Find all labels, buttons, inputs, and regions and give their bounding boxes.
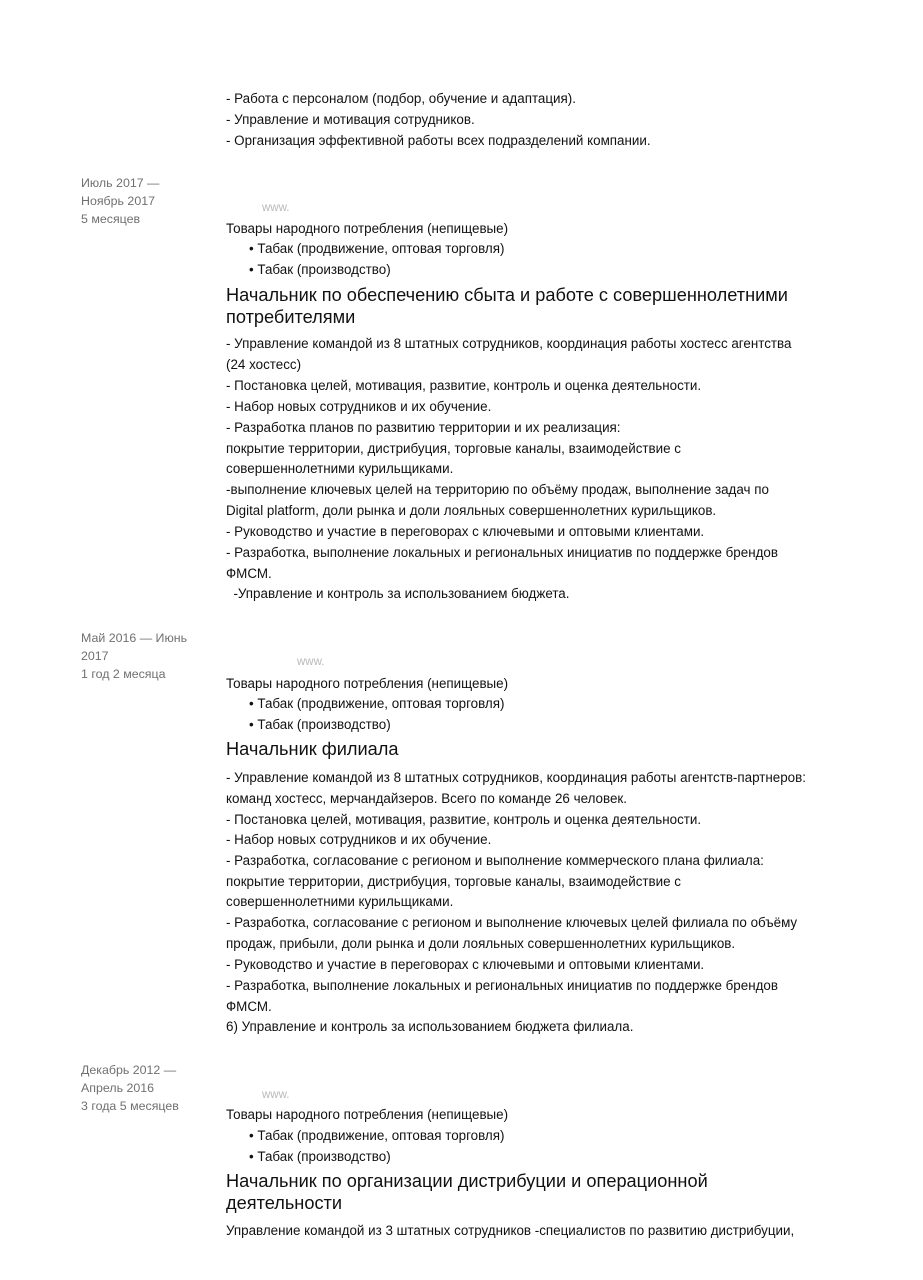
duty-line: - Управление командой из 8 штатных сотрудников, координация работы агентств-партнеров:	[226, 770, 806, 785]
job-title: Начальник по организации дистрибуции и операционной	[226, 1171, 708, 1191]
duty-line: покрытие территории, дистрибуция, торговые каналы, взаимодействие с	[226, 874, 682, 889]
company-website: www.	[262, 202, 290, 214]
company-website: www.	[262, 1089, 290, 1101]
duty-line: - Руководство и участие в переговорах с ключевыми и оптовыми клиентами.	[226, 524, 705, 539]
duty-line: продаж, прибыли, доли рынка и доли лояльных совершеннолетних курильщиков.	[226, 936, 736, 951]
duty-line: - Набор новых сотрудников и их обучение.	[226, 399, 492, 414]
duty-line: - Разработка, согласование с регионом и выполнение ключевых целей филиала по объёму	[226, 915, 798, 930]
industry-bullet: • Табак (производство)	[249, 262, 391, 277]
job-title: деятельности	[226, 1193, 343, 1213]
job-duration: 1 год 2 месяца	[81, 667, 166, 681]
job-period-start: Июль 2017 —	[81, 176, 160, 190]
job-industry: Товары народного потребления (непищевые)	[226, 1107, 509, 1122]
job-period-end: Апрель 2016	[81, 1081, 155, 1095]
job-period-end: 2017	[81, 649, 109, 663]
duty-line: - Управление и мотивация сотрудников.	[226, 112, 475, 127]
job-period-start: Декабрь 2012 —	[81, 1063, 177, 1077]
duty-line: -Управление и контроль за использованием бюджета.	[226, 586, 570, 601]
job-industry: Товары народного потребления (непищевые)	[226, 221, 509, 236]
duty-line: - Управление командой из 8 штатных сотрудников, координация работы хостесс агентства	[226, 336, 792, 351]
job-industry: Товары народного потребления (непищевые)	[226, 676, 509, 691]
duty-line: - Набор новых сотрудников и их обучение.	[226, 832, 492, 847]
industry-bullet: • Табак (продвижение, оптовая торговля)	[249, 1128, 505, 1143]
duty-line: - Разработка, согласование с регионом и выполнение коммерческого плана филиала:	[226, 853, 764, 868]
duty-line: ФМСМ.	[226, 999, 272, 1014]
duty-line: покрытие территории, дистрибуция, торговые каналы, взаимодействие с	[226, 441, 682, 456]
company-website: www.	[297, 656, 325, 668]
duty-line: - Разработка, выполнение локальных и региональных инициатив по поддержке брендов	[226, 545, 778, 560]
duty-line: (24 хостесс)	[226, 357, 302, 372]
duty-line: - Разработка планов по развитию территории и их реализация:	[226, 420, 621, 435]
duty-line: -выполнение ключевых целей на территорию по объёму продаж, выполнение задач по	[226, 482, 769, 497]
industry-bullet: • Табак (продвижение, оптовая торговля)	[249, 696, 505, 711]
duty-line: - Постановка целей, мотивация, развитие, контроль и оценка деятельности.	[226, 378, 702, 393]
industry-bullet: • Табак (производство)	[249, 717, 391, 732]
duty-line: - Руководство и участие в переговорах с ключевыми и оптовыми клиентами.	[226, 957, 705, 972]
job-title: Начальник филиала	[226, 739, 399, 759]
industry-bullet: • Табак (производство)	[249, 1149, 391, 1164]
duty-line: - Работа с персоналом (подбор, обучение и адаптация).	[226, 91, 576, 106]
duty-line: - Постановка целей, мотивация, развитие, контроль и оценка деятельности.	[226, 812, 702, 827]
duty-line: ФМСМ.	[226, 566, 272, 581]
job-period-end: Ноябрь 2017	[81, 194, 155, 208]
duty-line: совершеннолетними курильщиками.	[226, 894, 454, 909]
job-duration: 3 года 5 месяцев	[81, 1099, 179, 1113]
duty-line: - Разработка, выполнение локальных и региональных инициатив по поддержке брендов	[226, 978, 778, 993]
job-title: Начальник по обеспечению сбыта и работе с совершеннолетними	[226, 285, 788, 305]
job-duration: 5 месяцев	[81, 212, 141, 226]
duty-line: 6) Управление и контроль за использованием бюджета филиала.	[226, 1019, 634, 1034]
duty-line: команд хостесс, мерчандайзеров. Всего по команде 26 человек.	[226, 791, 627, 806]
duty-line: совершеннолетними курильщиками.	[226, 461, 454, 476]
duty-line: Digital platform, доли рынка и доли лояльных совершеннолетних курильщиков.	[226, 503, 717, 518]
job-title: потребителями	[226, 307, 356, 327]
duty-line: Управление командой из 3 штатных сотрудников -специалистов по развитию дистрибуции,	[226, 1223, 795, 1238]
duty-line: - Организация эффективной работы всех подразделений компании.	[226, 133, 651, 148]
job-period-start: Май 2016 — Июнь	[81, 631, 188, 645]
industry-bullet: • Табак (продвижение, оптовая торговля)	[249, 241, 505, 256]
